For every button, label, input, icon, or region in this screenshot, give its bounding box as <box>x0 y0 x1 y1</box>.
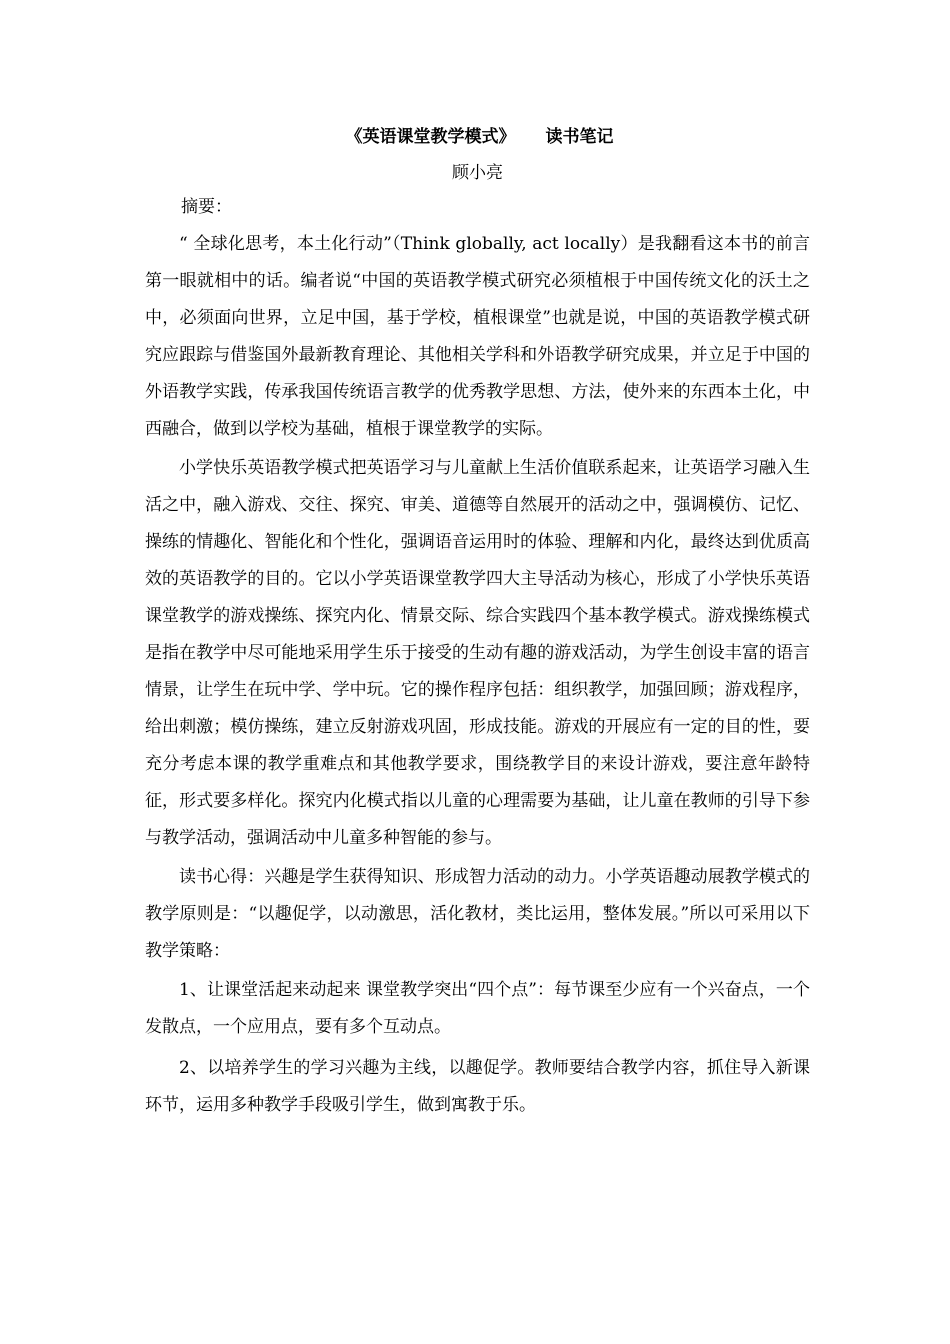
abstract-label: 摘要： <box>181 197 232 217</box>
title-suffix: 读书笔记 <box>545 127 614 147</box>
paragraph-reading-reflection: 读书心得：兴趣是学生获得知识、形成智力活动的动力。小学英语趣动展教学模式的教学原则是：“以趣促学，以动激思，活化教材，类比运用，整体发展。”所以可采用以下教学策略： <box>145 867 810 961</box>
author-name: 顾小亮 <box>452 163 503 183</box>
paragraph-intro: “ 全球化思考，本土化行动”（Think globally, act locally）是我翻看这本书的前言第一眼就相中的话。编者说“中国的英语教学模式研究必须植根于中国传统文化的沃土之中，必须面向世界，立足中国，基于学校，植根课堂”也就是说，中国的英语教学模式研究应跟踪与借鉴国外最新教育理论、其他相关学科和外语教学研究成果，并立足于中国的外语教学实践，传承我国传统语言教学的优秀教学思想、方法，使外来的东西本土化，中西融合，做到以学校为基础，植根于课堂教学的实际。 <box>145 234 810 439</box>
paragraph-teaching-model: 小学快乐英语教学模式把英语学习与儿童献上生活价值联系起来，让英语学习融入生活之中，融入游戏、交往、探究、审美、道德等自然展开的活动之中，强调模仿、记忆、操练的情趣化、智能化和个性化，强调语音运用时的体验、理解和内化，最终达到优质高效的英语教学的目的。它以小学英语课堂教学四大主导活动为核心，形成了小学快乐英语课堂教学的游戏操练、探究内化、情景交际、综合实践四个基本教学模式。游戏操练模式是指在教学中尽可能地采用学生乐于接受的生动有趣的游戏活动，为学生创设丰富的语言情景，让学生在玩中学、学中玩。它的操作程序包括：组织教学，加强回顾；游戏程序，给出刺激；模仿操练，建立反射游戏巩固，形成技能。游戏的开展应有一定的目的性，要充分考虑本课的教学重难点和其他教学要求，围绕教学目的来设计游戏，要注意年龄特征，形式要多样化。探究内化模式指以儿童的心理需要为基础，让儿童在教师的引导下参与教学活动，强调活动中儿童多种智能的参与。 <box>145 458 810 848</box>
paragraph-strategy-2: 2、以培养学生的学习兴趣为主线，以趣促学。教师要结合教学内容，抓住导入新课环节，运用多种教学手段吸引学生，做到寓教于乐。 <box>145 1058 810 1115</box>
paragraph-strategy-1: 1、让课堂活起来动起来 课堂教学突出“四个点”：每节课至少应有一个兴奋点，一个发散点，一个应用点，要有多个互动点。 <box>145 980 810 1037</box>
title-book-name: 《英语课堂教学模式》 <box>345 127 516 147</box>
document-page <box>145 118 810 1126</box>
document-title <box>145 118 810 156</box>
